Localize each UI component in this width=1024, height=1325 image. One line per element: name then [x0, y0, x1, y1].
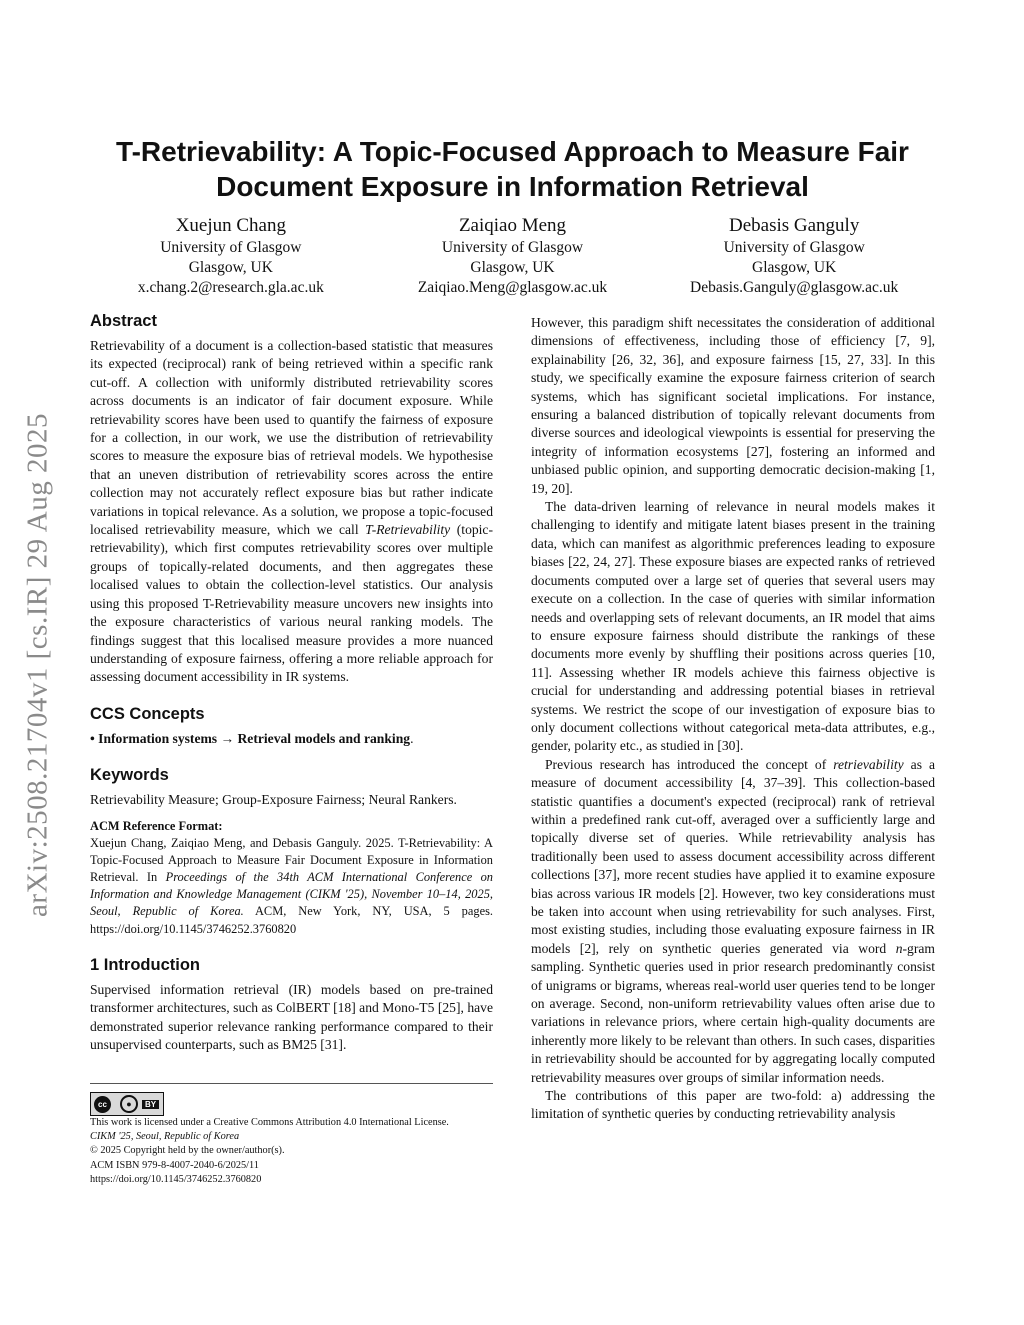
paper-title: [90, 134, 935, 204]
author-3: [653, 215, 935, 298]
author-location: Glasgow, UK: [470, 259, 555, 276]
cc-icon: cc: [94, 1096, 111, 1113]
abstract-term: T-Retrievability: [365, 522, 451, 538]
author-name: Xuejun Chang: [175, 215, 286, 236]
paragraph: However, this paradigm shift necessitates the consideration of additional dimensions of effectiveness, including those of efficiency [7, 9], explainability [26, 32, 36], and exposure fairness [15, 27, 33]. In this study, we specifically examine the exposure fairness criterion of search systems, which has significant societal implications. For instance, ensuring a balanced distribution of topically relevant documents from diverse sources and ideological viewpoints is essential for preserving the integrity of information ecosystems [27], fostering an informed and unbiased public opinion, and supporting democratic decision-making [1, 19, 20].: [531, 315, 935, 496]
abstract-heading: Abstract: [90, 312, 157, 330]
isbn-line: ACM ISBN 979-8-4007-2040-6/2025/11: [90, 1159, 259, 1171]
copyright-line: © 2025 Copyright held by the owner/author(s).: [90, 1145, 285, 1157]
paragraph: The contributions of this paper are two-fold: a) addressing the limitation of synthetic queries by conducting retrievability analysis: [531, 1088, 935, 1122]
paragraph: The data-driven learning of relevance in neural models makes it challenging to identify and mitigate latent biases present in the training data, which can manifest as algorithmic preferences leading to exposure biases [22, 24, 27]. These exposure biases are expected ranks of retrieved documents computed over a large set of queries that several users may execute on a collection. In the case of queries with similar information needs and overlapping sets of relevant documents, an IR model that aims to ensure exposure fairness should distribute the rankings of these documents more evenly by shuffling their positions across queries [10, 11]. Assessing whether IR models achieve this fairness objective is crucial for understanding and addressing potential biases in retrieval systems. We restrict the scope of our investigation of exposure bias to only document collections without categorical meta-data attributes, e.g., gender, polarity etc., as studied in [30].: [531, 499, 935, 754]
acm-ref-heading: ACM Reference Format:: [90, 818, 223, 833]
author-affiliation: University of Glasgow: [441, 239, 584, 256]
author-block: [90, 215, 935, 298]
abstract-text: Retrievability of a document is a collection-based statistic that measures its expected (reciprocal) rank of being retrieved within a specific rank cut-off. A collection with uniformly distributed retrievability scores across documents is an indicator of fair document exposure. While retrievability scores have been used to quantify the fairness of exposure for a collection, in our work, we use the distribution of retrievability scores to measure the exposure bias of retrieval models. We hypothesise that an uneven distribution of retrievability scores across the entire collection may not accurately reflect exposure bias but rather indicate variations in topical relevance. As a solution, we propose a topic-focused localised retrievability measure, which we call T-Retrievability (topic-retrievability), which first computes retrievability scores over multiple groups of topically-related documents, and then aggregates these localised values to obtain the collection-level statistics. Our analysis using this proposed T-Retrievability measure uncovers new insights into the exposure characteristics of various neural ranking models. The findings suggest that this localised measure provides a more nuanced understanding of exposure fairness, offering a more reliable approach for assessing document accessibility in IR systems.: [90, 338, 493, 685]
venue-line: CIKM '25, Seoul, Republic of Korea: [90, 1131, 240, 1143]
intro-paragraph: Supervised information retrieval (IR) models based on pre-trained transformer architectures, such as ColBERT [18] and Mono-T5 [25], have demonstrated superior relevance ranking performance compared to their unsupervised counterparts, such as BM25 [31].: [90, 981, 493, 1052]
keywords-text: Retrievability Measure; Group-Exposure Fairness; Neural Rankers.: [90, 792, 457, 808]
author-location: Glasgow, UK: [188, 259, 273, 276]
arxiv-stamp: [18, 375, 58, 955]
footnote-rule: [90, 1083, 493, 1084]
left-column: [90, 311, 493, 1054]
ccs-heading: CCS Concepts: [90, 704, 205, 723]
author-name: Debasis Ganguly: [729, 215, 860, 236]
cc-by-license-badge[interactable]: [90, 1092, 164, 1116]
author-location: Glasgow, UK: [752, 259, 837, 276]
author-name: Zaiqiao Meng: [458, 215, 567, 236]
author-email[interactable]: Zaiqiao.Meng@glasgow.ac.uk: [417, 279, 608, 296]
by-label: BY: [142, 1100, 159, 1109]
keywords-heading: Keywords: [90, 766, 169, 785]
right-column: [531, 314, 935, 1124]
author-affiliation: University of Glasgow: [723, 239, 865, 256]
author-email[interactable]: Debasis.Ganguly@glasgow.ac.uk: [690, 279, 899, 296]
person-icon: ●: [120, 1095, 138, 1113]
arxiv-id: arXiv:2508.21704v1 [cs.IR] 29 Aug 2025: [21, 413, 54, 917]
acm-ref-text: Xuejun Chang, Zaiqiao Meng, and Debasis Ganguly. 2025. T-Retrievability: A Topic-Focused Approach to Measure Fair Document Exposure in Information Retrieval. In Proceedings of the 34th ACM International Conference on Information and Knowledge Management (CIKM '25), November 10–14, 2025, Seoul, Republic of Korea. ACM, New York, NY, USA, 5 pages. https://doi.org/10.1145/3746252.3760820: [90, 835, 494, 936]
author-email[interactable]: x.chang.2@research.gla.ac.uk: [137, 279, 324, 296]
title-line-1: T-Retrievability: A Topic-Focused Approach to Measure Fair: [116, 136, 909, 167]
paragraph: Previous research has introduced the concept of retrievability as a measure of document accessibility [4, 37–39]. This collection-based statistic quantifies a document's expected (reciprocal) rank of retrieval within a predefined rank cut-off, averaged over a sufficiently large and topically diverse set of queries. While retrievability analysis has traditionally been used to assess document accessibility across different collections [37], more recent studies have applied it to examine exposure bias across various IR models [2]. However, two key considerations must be taken into account when using retrievability for such analyses. First, most existing studies, including those evaluating exposure fairness in IR models [2], rely on synthetic queries generated via word n-gram sampling. Synthetic queries used in prior research predominantly consist of unigrams or bigrams, whereas real-world user queries tend to be longer on average. Second, non-uniform retrievability values often arise due to variations in relevance priors, where certain high-quality documents are inherently more likely to be relevant than others. In such cases, disparities in retrievability should be accounted for by aggregating locally computed retrievability measures over groups of similar information needs.: [531, 756, 935, 1085]
author-affiliation: University of Glasgow: [160, 239, 302, 256]
doi-link[interactable]: https://doi.org/10.1145/3746252.3760820: [90, 1173, 262, 1185]
author-2: [372, 215, 654, 298]
author-1: [90, 215, 372, 298]
license-line: This work is licensed under a Creative Commons Attribution 4.0 International License.: [90, 1117, 449, 1128]
intro-heading: 1 Introduction: [90, 955, 200, 974]
title-line-2: Document Exposure in Information Retrieval: [216, 171, 809, 202]
ccs-item: • Information systems → Retrieval models and ranking.: [90, 730, 414, 746]
license-footnote: [90, 1116, 500, 1187]
